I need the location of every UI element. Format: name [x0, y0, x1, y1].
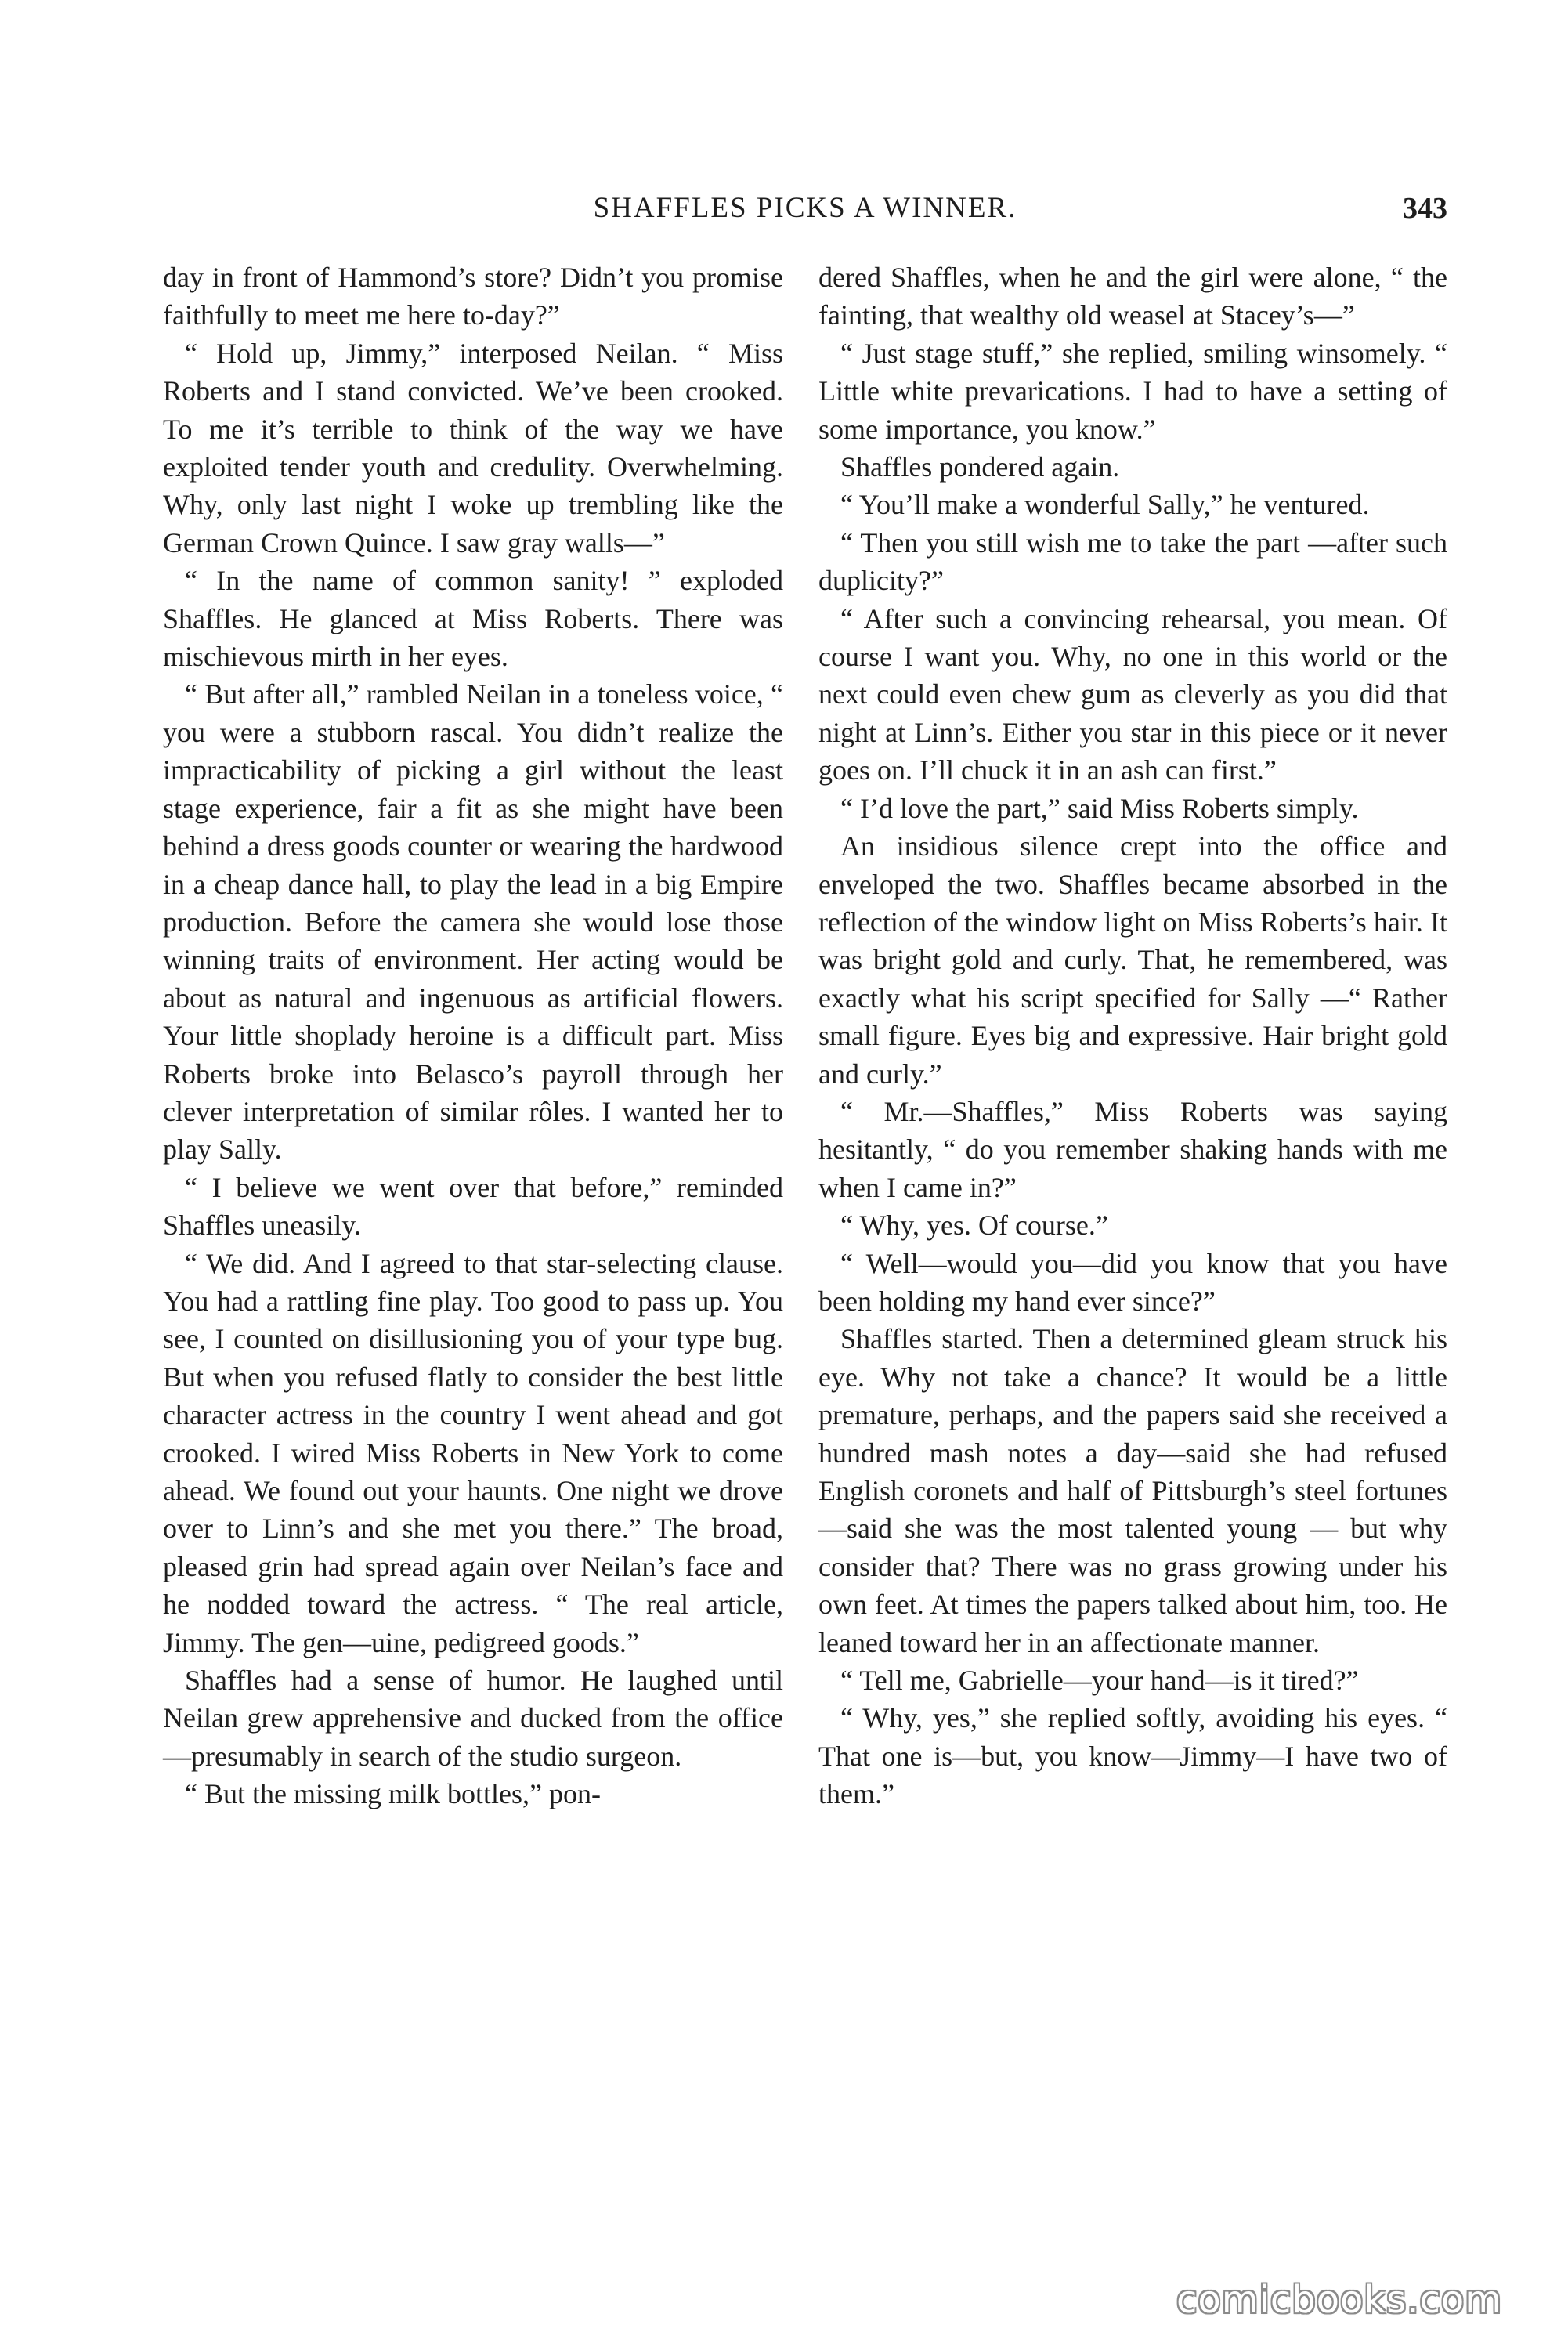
paragraph: “ After such a convincing rehearsal, you mean. Of course I want you. Why, no one in this world or the next could even chew gum as cleverly as you did that night at Linn’s. Either you star in this piece or it never goes on. I’ll chuck it in an ash can first.” [818, 602, 1447, 786]
paragraph: “ Then you still wish me to take the part —after such duplicity?” [818, 526, 1447, 597]
paragraph: “ I believe we went over that before,” reminded Shaffles uneasily. [163, 1171, 783, 1242]
paragraph: Shaffles pondered again. [840, 451, 1120, 483]
watermark-logo: comicbooks.com [1176, 2278, 1502, 2322]
paragraph: Shaffles had a sense of humor. He laughed until Neilan grew apprehensive and ducked from the office—presumably in search of the studio surgeon. [163, 1665, 783, 1772]
paragraph: “ We did. And I agreed to that star-selecting clause. You had a rattling fine play. Too good to pass up. You see, I counted on disillusioning you of your type bug. But when you refused flatly to consider the best little character actress in the country I went ahead and got crooked. I wired Miss Roberts in New York to come ahead. We found out your haunts. One night we drove over to Linn’s and she met you there.” The broad, pleased grin had spread again over Neilan’s face and he nodded toward the actress. “ The real article, Jimmy. The gen—uine, pedigreed goods.” [163, 1247, 783, 1658]
paragraph: An insidious silence crept into the office and enveloped the two. Shaffles became absorbed in the reflection of the window light on Miss Roberts’s hair. It was bright gold and curly. That, he remembered, was exactly what his script specified for Sally —“ Rather small figure. Eyes big and expressive. Hair bright gold and curly.” [818, 830, 1447, 1090]
paragraph: “ Why, yes,” she replied softly, avoiding his eyes. “ That one is—but, you know—Jimmy—I have two of them.” [818, 1702, 1447, 1810]
page-header [163, 185, 1447, 232]
paragraph: “ Tell me, Gabrielle—your hand—is it tired?” [840, 1665, 1359, 1697]
paragraph: “ You’ll make a wonderful Sally,” he ventured. [840, 489, 1370, 521]
paragraph: “ Hold up, Jimmy,” interposed Neilan. “ Miss Roberts and I stand convicted. We’ve been crooked. To me it’s terrible to think of the way we have exploited tender youth and credulity. Overwhelming. Why, only last night I woke up trembling like the German Crown Quince. I saw gray walls—” [163, 337, 783, 559]
paragraph: “ In the name of common sanity! ” exploded Shaffles. He glanced at Miss Roberts. There was mischievous mirth in her eyes. [163, 565, 783, 673]
page-number: 343 [1403, 192, 1447, 225]
paragraph: “ But after all,” rambled Neilan in a toneless voice, “ you were a stubborn rascal. You didn’t realize the impracticability of picking a girl without the least stage experience, fair a fit as she might have been behind a dress goods counter or wearing the hardwood in a cheap dance hall, to play the lead in a big Empire production. Before the camera she would lose those winning traits of environment. Her acting would be about as natural and ingenuous as artificial flowers. Your little shoplady heroine is a difficult part. Miss Roberts broke into Belasco’s payroll through her clever interpretation of similar rôles. I wanted her to play Sally. [163, 678, 783, 1166]
left-column [163, 258, 783, 1813]
paragraph: day in front of Hammond’s store? Didn’t you promise faithfully to meet me here to-day?” [163, 262, 783, 331]
running-head: SHAFFLES PICKS A WINNER. [593, 192, 1017, 224]
paragraph: “ Well—would you—did you know that you have been holding my hand ever since?” [818, 1247, 1447, 1317]
paragraph: Shaffles started. Then a determined gleam struck his eye. Why not take a chance? It would be a little premature, perhaps, and the papers said she received a hundred mash notes a day—said she had refused English coronets and half of Pittsburgh’s steel fortunes—said she was the most talented young — but why consider that? There was no grass growing under his own feet. At times the papers talked about him, too. He leaned toward her in an affectionate manner. [818, 1323, 1447, 1658]
right-column [818, 258, 1447, 1813]
paragraph: dered Shaffles, when he and the girl were alone, “ the fainting, that wealthy old weasel at Stacey’s—” [818, 262, 1447, 331]
paragraph: “ Mr.—Shaffles,” Miss Roberts was saying hesitantly, “ do you remember shaking hands with me when I came in?” [818, 1095, 1447, 1203]
paragraph: “ But the missing milk bottles,” pon- [185, 1778, 601, 1810]
paragraph: “ Just stage stuff,” she replied, smiling winsomely. “ Little white prevarications. I had to have a setting of some importance, you know.” [818, 337, 1447, 445]
paragraph: “ I’d love the part,” said Miss Roberts simply. [840, 792, 1359, 824]
paragraph: “ Why, yes. Of course.” [840, 1209, 1108, 1242]
